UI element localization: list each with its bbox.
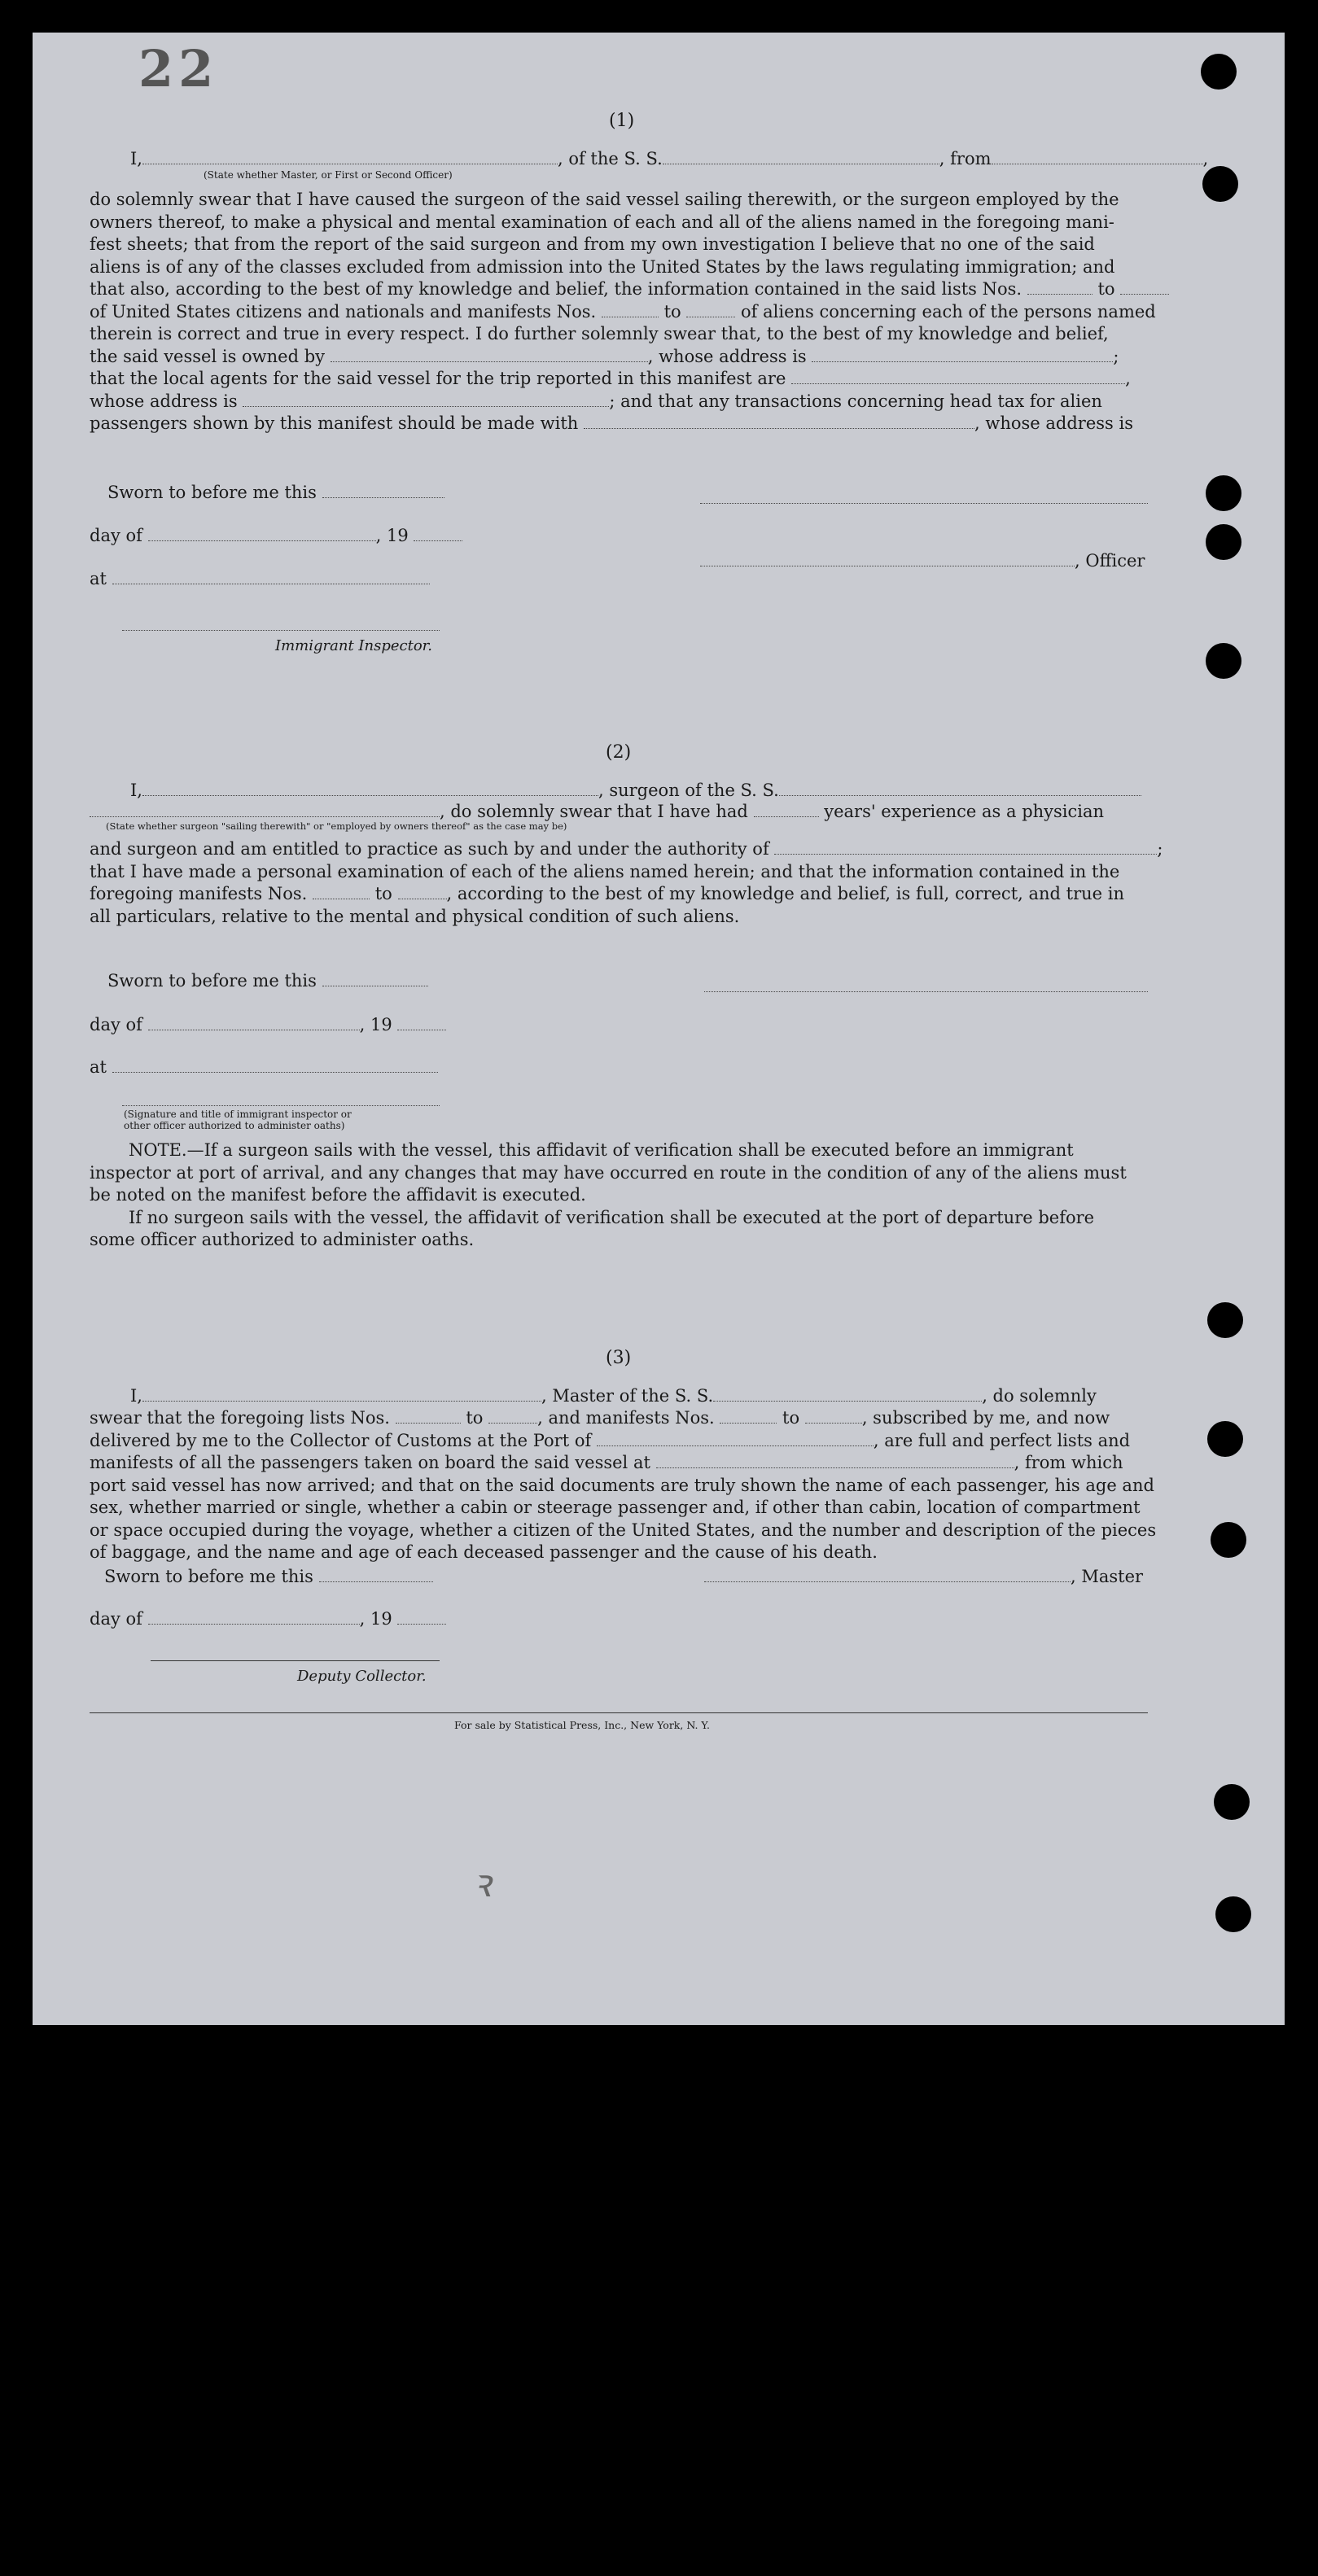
- manifest-page: [33, 33, 1285, 2025]
- section-1-number: (1): [609, 111, 635, 131]
- sec2-day-of: day of , 19: [90, 1014, 446, 1036]
- sec2-surgeon-hint: (State whether surgeon "sailing therewith" or "employed by owners thereof" as the case may be): [106, 820, 567, 832]
- sec2-sig-hint-2: other officer authorized to administer oaths): [124, 1120, 345, 1131]
- sec2-at: at: [90, 1056, 438, 1078]
- binder-hole: [1207, 1302, 1243, 1338]
- binder-hole: [1201, 54, 1237, 90]
- sec1-inspector-title: Immigrant Inspector.: [275, 637, 433, 654]
- sec1-officer-line: , Officer: [700, 550, 1145, 572]
- sec3-line1: I, , Master of the S. S. , do solemnly: [130, 1386, 1097, 1406]
- binder-hole: [1206, 643, 1241, 679]
- sec1-officer-hint: (State whether Master, or First or Second Officer): [204, 169, 453, 181]
- sec2-body: and surgeon and am entitled to practice as such by and under the authority of ; that I have made a personal examination of each of the aliens named herein; and that the information contained in the foregoing manifests Nos. to , according to the best of my knowledge and belief, is full, correct, and true in all particulars, relative to the mental and physical condition of such aliens.: [90, 839, 1163, 926]
- sec1-sworn: Sworn to before me this: [107, 482, 444, 504]
- binder-hole: [1206, 524, 1241, 560]
- binder-hole: [1215, 1896, 1251, 1932]
- binder-hole: [1206, 475, 1241, 511]
- page-number-mark: 22: [138, 39, 219, 98]
- sec2-line2: , do solemnly swear that I have had years' experience as a physician: [90, 801, 1104, 823]
- sec3-master-line: , Master: [704, 1566, 1143, 1588]
- sec3-collector-title: Deputy Collector.: [297, 1668, 427, 1685]
- sec1-at: at: [90, 568, 430, 590]
- binder-hole: [1202, 166, 1238, 202]
- sec2-line1: I, , surgeon of the S. S.: [130, 780, 1141, 802]
- sec3-body: swear that the foregoing lists Nos. to , and manifests Nos. to , subscribed by me, and now delivered by me to the Collector of Customs at the Port of , are full and perfect lists and manifests of all the passengers taken on board the said vessel at , from which port said vessel has now arrived; and that on the said documents are truly shown the name of each passenger, his age and sex, whether married or single, whether a cabin or steerage passenger and, if other than cabin, location of compartment or space occupied during the voyage, whether a citizen of the United States, and the number and description of the pieces of baggage, and the name and age of each deceased passenger and the cause of his death.: [90, 1408, 1157, 1562]
- sec1-day-of: day of , 19: [90, 525, 462, 547]
- printer-footer: For sale by Statistical Press, Inc., New York, N. Y.: [454, 1719, 711, 1731]
- section-3-number: (3): [606, 1348, 632, 1368]
- binder-hole: [1211, 1522, 1246, 1558]
- handwritten-mark: ꝛ: [472, 1861, 491, 1906]
- sec1-body: do solemnly swear that I have caused the surgeon of the said vessel sailing therewith, or the surgeon employed by the owners thereof, to make a physical and mental examination of each and all of the aliens named in the foregoing mani- fest sheets; that from the report of the said surgeon and from my own investigation I believe that no one of the said aliens is of any of the classes excluded from admission into the United States by the laws regulating immigration; and that also, according to the best of my knowledge and belief, the information contained in the said lists Nos. to of United States citizens and nationals and manifests Nos. to of aliens concerning each of the persons named therein is correct and true in every respect. I do further solemnly swear that, to the best of my knowledge and belief, the said vessel is owned by , whose address is ; that the local agents for the said vessel for the trip reported in this manifest are , whose address is ; and that any transactions concerning head tax for alien passengers shown by this manifest should be made with , whose address is: [90, 189, 1169, 435]
- sec3-sworn: Sworn to before me this: [104, 1566, 433, 1588]
- sec2-sig-hint-1: (Signature and title of immigrant inspector or: [124, 1109, 352, 1120]
- section-2-number: (2): [606, 742, 632, 763]
- binder-hole: [1214, 1784, 1250, 1820]
- sec1-line1: I, , of the S. S. , from ,: [130, 149, 1209, 168]
- sec2-note: NOTE.—If a surgeon sails with the vessel, this affidavit of verification shall be executed before an immigrant inspector at port of arrival, and any changes that may have occurred en route in the condition of any of the aliens must be noted on the manifest before the affidavit is executed. If no surgeon sails with the vessel, the affidavit of verification shall be executed at the port of departure before some officer authorized to administer oaths.: [90, 1140, 1127, 1249]
- sec2-sworn: Sworn to before me this: [107, 970, 428, 992]
- sec3-day-of: day of , 19: [90, 1608, 446, 1630]
- binder-hole: [1207, 1421, 1243, 1457]
